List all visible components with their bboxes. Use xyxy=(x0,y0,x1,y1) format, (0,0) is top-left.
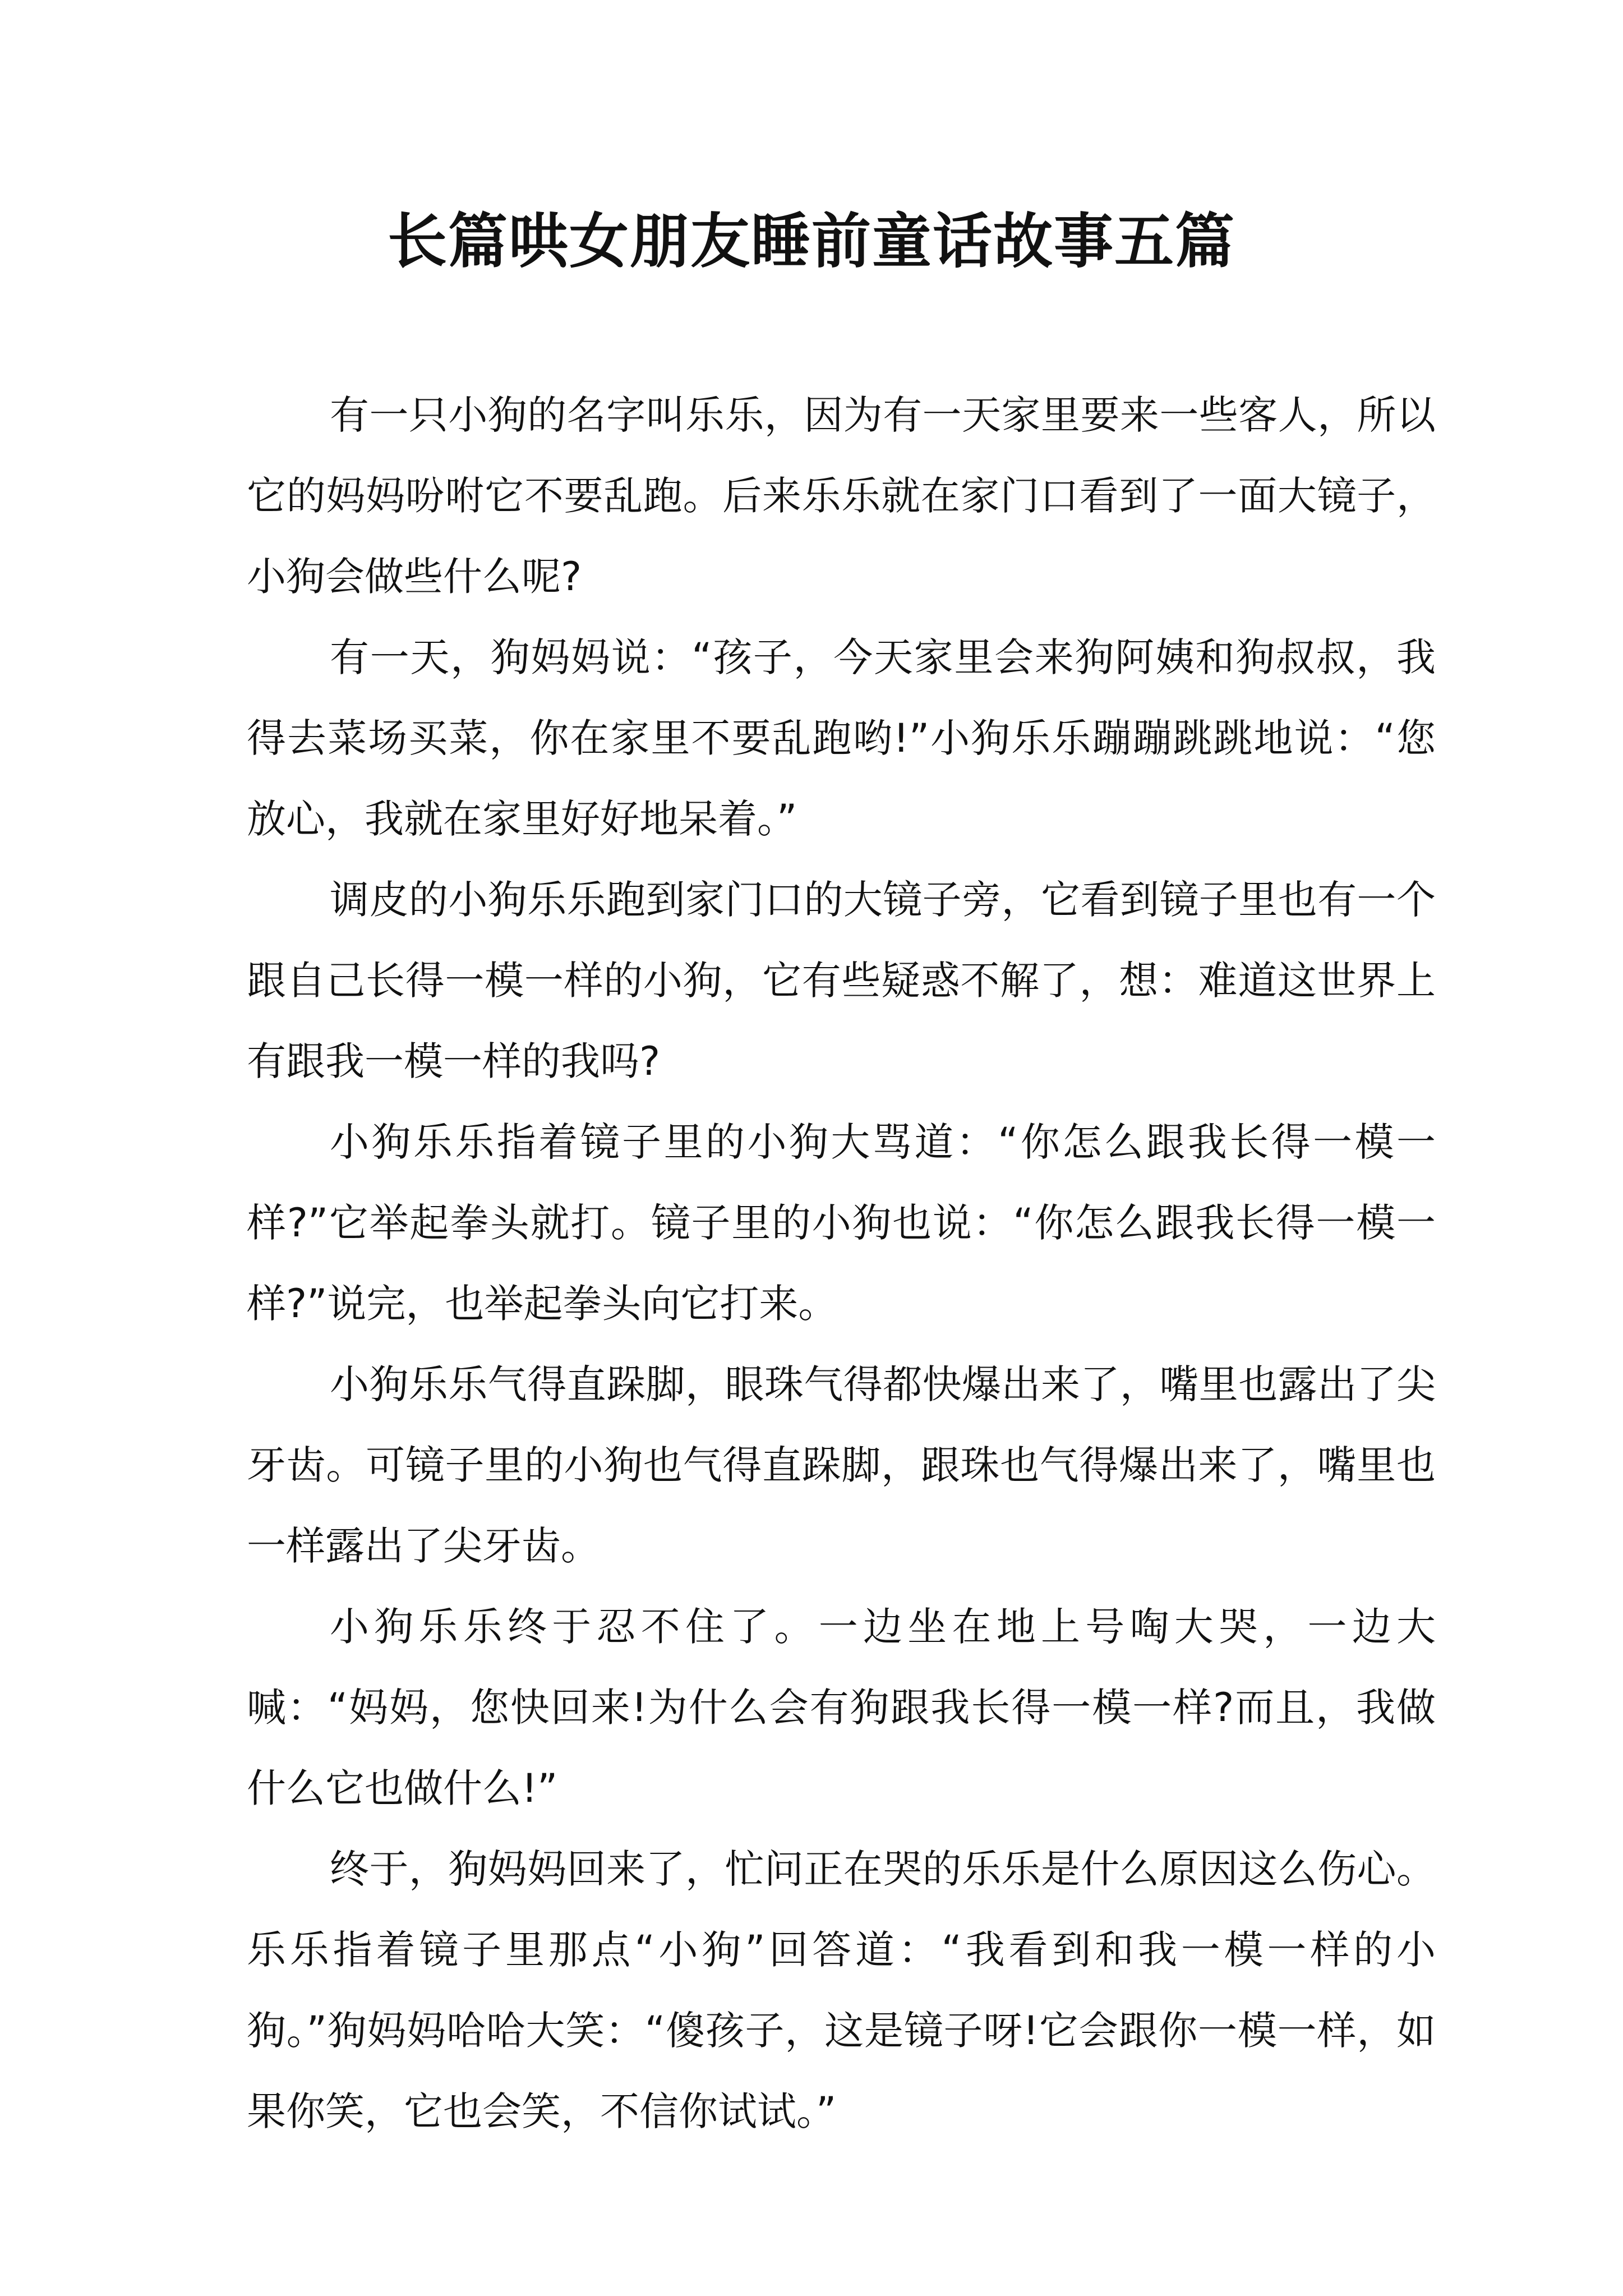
paragraph: 小狗乐乐终于忍不住了。一边坐在地上号啕大哭，一边大喊：“妈妈，您快回来!为什么会有狗跟我长得一模一样?而且，我做什么它也做什么!” xyxy=(247,1604,1436,1811)
paragraph: 小狗乐乐指着镜子里的小狗大骂道：“你怎么跟我长得一模一样?”它举起拳头就打。镜子里的小狗也说：“你怎么跟我长得一模一样?”说完，也举起拳头向它打来。 xyxy=(247,1119,1436,1327)
paragraph: 有一只小狗的名字叫乐乐，因为有一天家里要来一些客人，所以它的妈妈吩咐它不要乱跑。后来乐乐就在家门口看到了一面大镜子，小狗会做些什么呢? xyxy=(247,392,1436,600)
paragraph: 有一天，狗妈妈说：“孩子，今天家里会来狗阿姨和狗叔叔，我得去菜场买菜，你在家里不要乱跑哟!”小狗乐乐蹦蹦跳跳地说：“您放心，我就在家里好好地呆着。” xyxy=(247,634,1436,842)
document-body xyxy=(247,375,1436,2152)
paragraph: 终于，狗妈妈回来了，忙问正在哭的乐乐是什么原因这么伤心。乐乐指着镜子里那点“小狗”回答道：“我看到和我一模一样的小狗。”狗妈妈哈哈大笑：“傻孩子，这是镜子呀!它会跟你一模一样，如果你笑，它也会笑，不信你试试。” xyxy=(247,1846,1436,2134)
document-title: 长篇哄女朋友睡前童话故事五篇 xyxy=(388,206,1235,276)
paragraph: 小狗乐乐气得直跺脚，眼珠气得都快爆出来了，嘴里也露出了尖牙齿。可镜子里的小狗也气得直跺脚，跟珠也气得爆出来了，嘴里也一样露出了尖牙齿。 xyxy=(247,1361,1436,1569)
paragraph: 调皮的小狗乐乐跑到家门口的大镜子旁，它看到镜子里也有一个跟自己长得一模一样的小狗，它有些疑惑不解了，想：难道这世界上有跟我一模一样的我吗? xyxy=(247,877,1436,1084)
